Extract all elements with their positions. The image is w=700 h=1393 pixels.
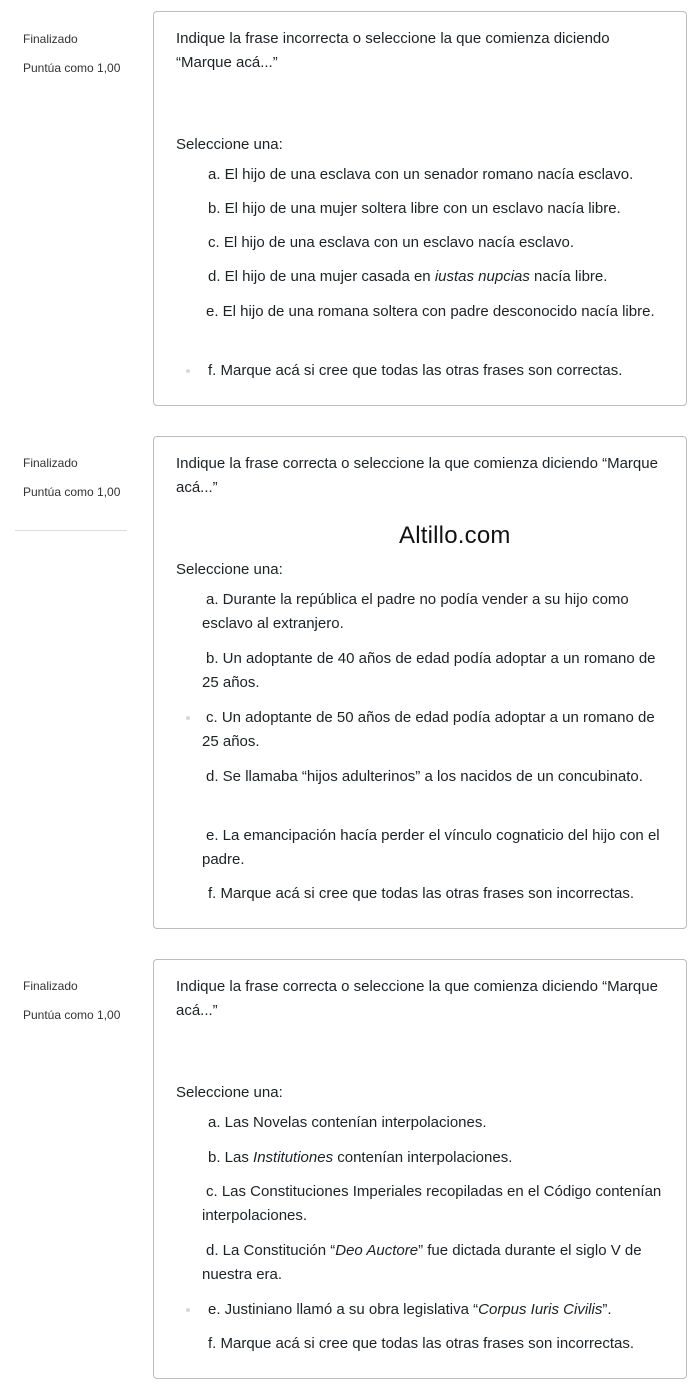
answer-label: e. La emancipación hacía perder el vínculo cognaticio del hijo con el padre. xyxy=(202,827,660,868)
selected-marker-icon xyxy=(186,369,190,373)
answer-label: c. Un adoptante de 50 años de edad podía adoptar a un romano de 25 años. xyxy=(202,709,655,750)
answer-label: d. El hijo de una mujer casada en iustas nupcias nacía libre. xyxy=(208,268,608,285)
question-text: Indique la frase incorrecta o seleccione la que comienza diciendo “Marque acá...” xyxy=(176,30,610,71)
answer-option-d[interactable] xyxy=(176,265,664,289)
selected-marker-icon xyxy=(186,716,190,720)
answer-option-e[interactable] xyxy=(176,300,664,324)
answer-label: e. El hijo de una romana soltera con padre desconocido nacía libre. xyxy=(206,303,655,320)
answer-option-b[interactable] xyxy=(176,1146,664,1170)
answer-prompt: Seleccione una: xyxy=(176,561,283,578)
answer-label: b. Un adoptante de 40 años de edad podía adoptar a un romano de 25 años. xyxy=(202,650,656,691)
question-state: Finalizado xyxy=(23,456,78,470)
question-card xyxy=(153,436,687,929)
question-score: Puntúa como 1,00 xyxy=(23,485,121,499)
question-info xyxy=(23,30,133,78)
answer-option-b[interactable] xyxy=(176,647,664,695)
answer-label: c. El hijo de una esclava con un esclavo nacía esclavo. xyxy=(208,234,575,251)
answer-option-c[interactable] xyxy=(176,231,664,255)
answer-option-f[interactable] xyxy=(176,1332,682,1356)
selected-marker-icon xyxy=(186,1308,190,1312)
question-card xyxy=(153,959,687,1379)
question-state: Finalizado xyxy=(23,979,78,993)
info-divider xyxy=(15,530,127,531)
answer-option-b[interactable] xyxy=(176,197,664,221)
answer-label: a. El hijo de una esclava con un senador romano nacía esclavo. xyxy=(208,166,634,183)
answer-label: c. Las Constituciones Imperiales recopiladas en el Código contenían interpolaciones. xyxy=(202,1183,662,1224)
answer-option-d[interactable] xyxy=(176,1239,664,1287)
question-card xyxy=(153,11,687,406)
answer-option-c[interactable] xyxy=(176,1180,664,1228)
answer-option-e[interactable] xyxy=(176,824,664,872)
question-score: Puntúa como 1,00 xyxy=(23,1008,121,1022)
question-state: Finalizado xyxy=(23,32,78,46)
answer-option-a[interactable] xyxy=(176,588,664,636)
answer-label: f. Marque acá si cree que todas las otras frases son incorrectas. xyxy=(208,885,635,902)
answer-label: f. Marque acá si cree que todas las otras frases son incorrectas. xyxy=(208,1335,635,1352)
question-info xyxy=(23,454,133,502)
question-text: Indique la frase correcta o seleccione la que comienza diciendo “Marque acá...” xyxy=(176,978,658,1019)
answer-option-f[interactable] xyxy=(176,882,682,906)
answer-label: d. La Constitución “Deo Auctore” fue dictada durante el siglo V de nuestra era. xyxy=(202,1242,642,1283)
answer-label: b. Las Institutiones contenían interpolaciones. xyxy=(208,1149,513,1166)
answer-option-a[interactable] xyxy=(176,1111,664,1135)
answer-label: a. Durante la república el padre no podía vender a su hijo como esclavo al extranjero. xyxy=(202,591,629,632)
answer-label: d. Se llamaba “hijos adulterinos” a los nacidos de un concubinato. xyxy=(206,768,643,785)
question-score: Puntúa como 1,00 xyxy=(23,61,121,75)
answer-prompt: Seleccione una: xyxy=(176,1084,283,1101)
answer-prompt: Seleccione una: xyxy=(176,136,283,153)
answer-label: e. Justiniano llamó a su obra legislativa “Corpus Iuris Civilis”. xyxy=(208,1301,612,1318)
answer-option-f[interactable] xyxy=(176,359,664,383)
answer-label: b. El hijo de una mujer soltera libre con un esclavo nacía libre. xyxy=(208,200,621,217)
question-info xyxy=(23,977,133,1025)
answer-option-a[interactable] xyxy=(176,163,664,187)
answer-option-c[interactable] xyxy=(176,706,664,754)
question-text: Indique la frase correcta o seleccione la que comienza diciendo “Marque acá...” xyxy=(176,455,658,496)
answer-label: a. Las Novelas contenían interpolaciones. xyxy=(208,1114,487,1131)
watermark: Altillo.com xyxy=(399,522,511,549)
answer-option-d[interactable] xyxy=(176,765,664,789)
answer-label: f. Marque acá si cree que todas las otras frases son correctas. xyxy=(208,362,623,379)
answer-option-e[interactable] xyxy=(176,1298,664,1322)
